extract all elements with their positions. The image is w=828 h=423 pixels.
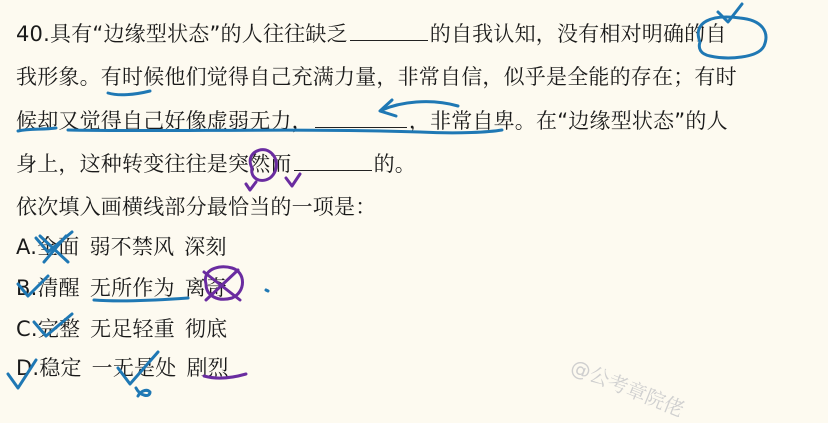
option-b-letter: B. <box>16 276 38 300</box>
option-b-word-3: 离奇 <box>184 276 228 300</box>
question-line-1-tail: 的自我认知，没有相对明确的自 <box>429 22 727 46</box>
option-c[interactable] <box>16 315 227 343</box>
question-instruction <box>16 193 376 221</box>
question-line-3-tail: ，非常自卑。在“边缘型状态”的人 <box>408 109 728 133</box>
question-line-3 <box>16 107 728 135</box>
option-d-word-2: 一无是处 <box>91 356 177 380</box>
scribble-option-d <box>136 388 150 396</box>
question-lead: 40.具有“边缘型状态”的人往往缺乏 <box>16 22 348 46</box>
blank-2 <box>315 107 407 128</box>
question-line-1 <box>16 20 727 48</box>
option-b[interactable] <box>16 274 227 302</box>
dot-option-b <box>266 290 268 291</box>
question-line-2-text: 我形象。有时候他们觉得自己充满力量，非常自信，似乎是全能的存在；有时 <box>16 65 737 89</box>
question-line-4 <box>16 150 416 178</box>
tick-mark-turan <box>246 182 256 190</box>
option-c-letter: C. <box>16 317 38 341</box>
option-d[interactable] <box>16 354 229 382</box>
question-line-3-head: 候却又觉得自己好像虚弱无力， <box>16 109 313 133</box>
blank-3 <box>294 150 372 171</box>
question-line-2 <box>16 63 737 91</box>
option-d-letter: D. <box>16 356 40 380</box>
option-c-word-2: 无足轻重 <box>90 317 175 341</box>
instruction-text: 依次填入画横线部分最恰当的一项是： <box>16 195 377 219</box>
option-a-word-1: 全面 <box>37 235 80 259</box>
option-d-word-1: 稳定 <box>39 356 82 380</box>
option-a[interactable] <box>16 233 227 261</box>
underline-youshihou <box>108 91 150 95</box>
question-line-4-tail: 的。 <box>373 152 417 176</box>
option-b-word-2: 无所作为 <box>89 276 175 300</box>
watermark-text: @公考章院佬 <box>567 354 688 422</box>
blank-1 <box>350 20 428 41</box>
option-c-word-1: 完整 <box>37 317 81 341</box>
option-c-word-3: 彻底 <box>184 317 228 341</box>
question-line-4-head: 身上，这种转变往往是突然而 <box>16 152 292 176</box>
option-a-word-2: 弱不禁风 <box>89 235 175 259</box>
option-b-word-1: 清醒 <box>37 276 80 300</box>
option-a-word-3: 深刻 <box>184 235 227 259</box>
option-d-word-3: 剧烈 <box>186 356 229 380</box>
option-a-letter: A. <box>16 235 38 259</box>
